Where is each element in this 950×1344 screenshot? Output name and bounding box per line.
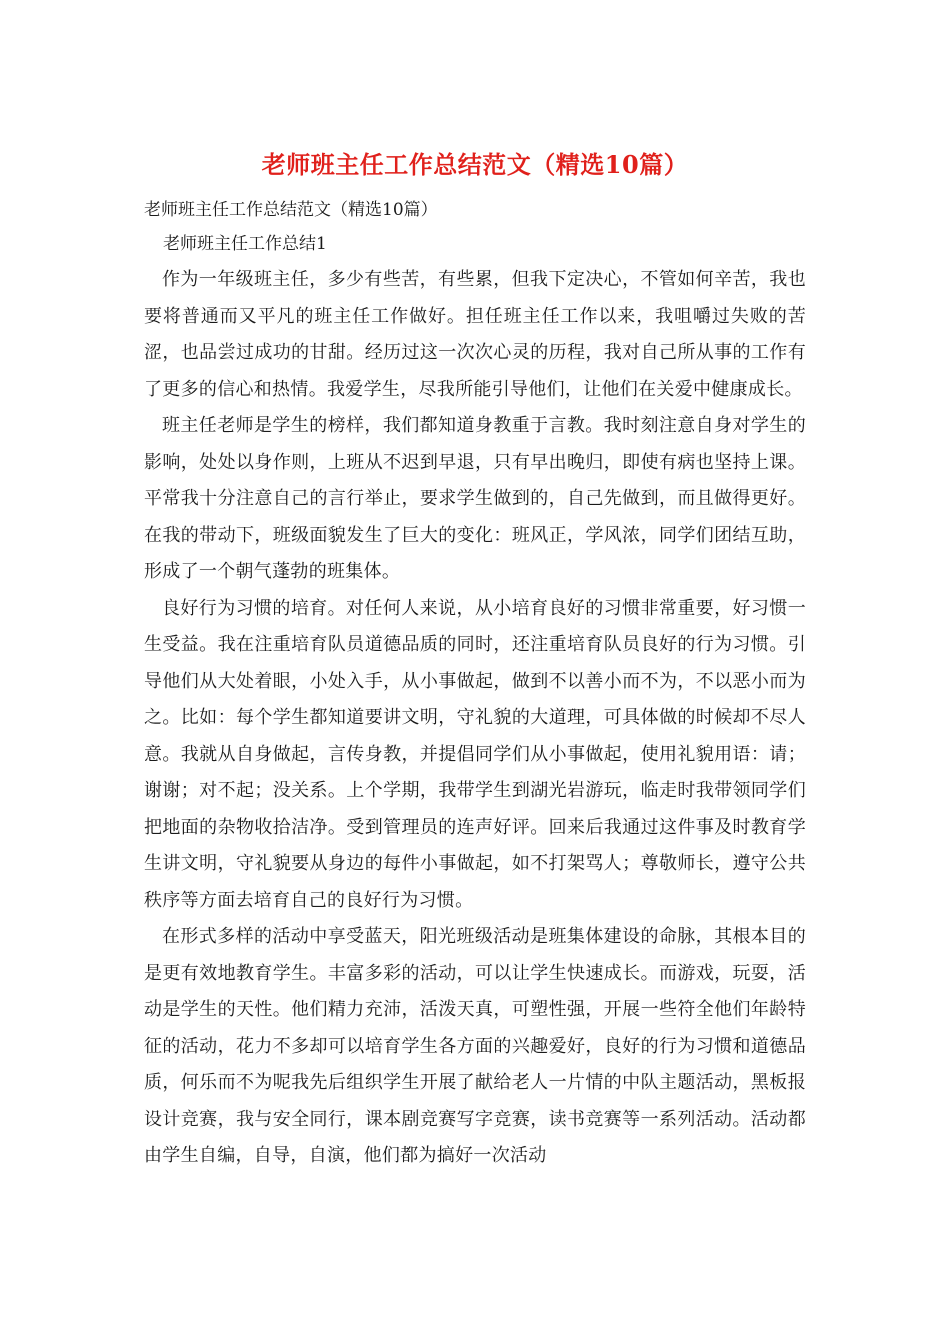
paragraph: 作为一年级班主任，多少有些苦，有些累，但我下定决心，不管如何辛苦，我也要将普通而又平凡的班主任工作做好。担任班主任工作以来，我咀嚼过失败的苦涩，也品尝过成功的甘甜。经历过这一次次心灵的历程，我对自己所从事的工作有了更多的信心和热情。我爱学生，尽我所能引导他们，让他们在关爱中健康成长。 — [144, 269, 806, 400]
document-title: 老师班主任工作总结范文（精选10篇） — [261, 150, 689, 179]
body-text — [144, 262, 806, 1175]
document-subtitle: 老师班主任工作总结范文（精选10篇） — [144, 200, 438, 220]
paragraph: 在形式多样的活动中享受蓝天，阳光班级活动是班集体建设的命脉，其根本目的是更有效地教育学生。丰富多彩的活动，可以让学生快速成长。而游戏，玩耍，活动是学生的天性。他们精力充沛，活泼天真，可塑性强，开展一些符全他们年龄特征的活动，花力不多却可以培育学生各方面的兴趣爱好，良好的行为习惯和道德品质，何乐而不为呢我先后组织学生开展了献给老人一片情的中队主题活动，黑板报设计竞赛，我与安全同行，课本剧竞赛写字竞赛，读书竞赛等一系列活动。活动都由学生自编，自导，自演，他们都为搞好一次活动 — [144, 926, 806, 1166]
section-heading: 老师班主任工作总结1 — [163, 234, 327, 254]
paragraph: 班主任老师是学生的榜样，我们都知道身教重于言教。我时刻注意自身对学生的影响，处处以身作则，上班从不迟到早退，只有早出晚归，即使有病也坚持上课。平常我十分注意自己的言行举止，要求学生做到的，自己先做到，而且做得更好。在我的带动下，班级面貌发生了巨大的变化：班风正，学风浓，同学们团结互助，形成了一个朝气蓬勃的班集体。 — [144, 415, 806, 582]
paragraph: 良好行为习惯的培育。对任何人来说，从小培育良好的习惯非常重要，好习惯一生受益。我在注重培育队员道德品质的同时，还注重培育队员良好的行为习惯。引导他们从大处着眼，小处入手，从小事做起，做到不以善小而不为，不以恶小而为之。比如：每个学生都知道要讲文明，守礼貌的大道理，可具体做的时候却不尽人意。我就从自身做起，言传身教，并提倡同学们从小事做起，使用礼貌用语：请；谢谢；对不起；没关系。上个学期，我带学生到湖光岩游玩，临走时我带领同学们把地面的杂物收拾洁净。受到管理员的连声好评。回来后我通过这件事及时教育学生讲文明，守礼貌要从身边的每件小事做起，如不打架骂人；尊敬师长，遵守公共秩序等方面去培育自己的良好行为习惯。 — [144, 597, 806, 911]
